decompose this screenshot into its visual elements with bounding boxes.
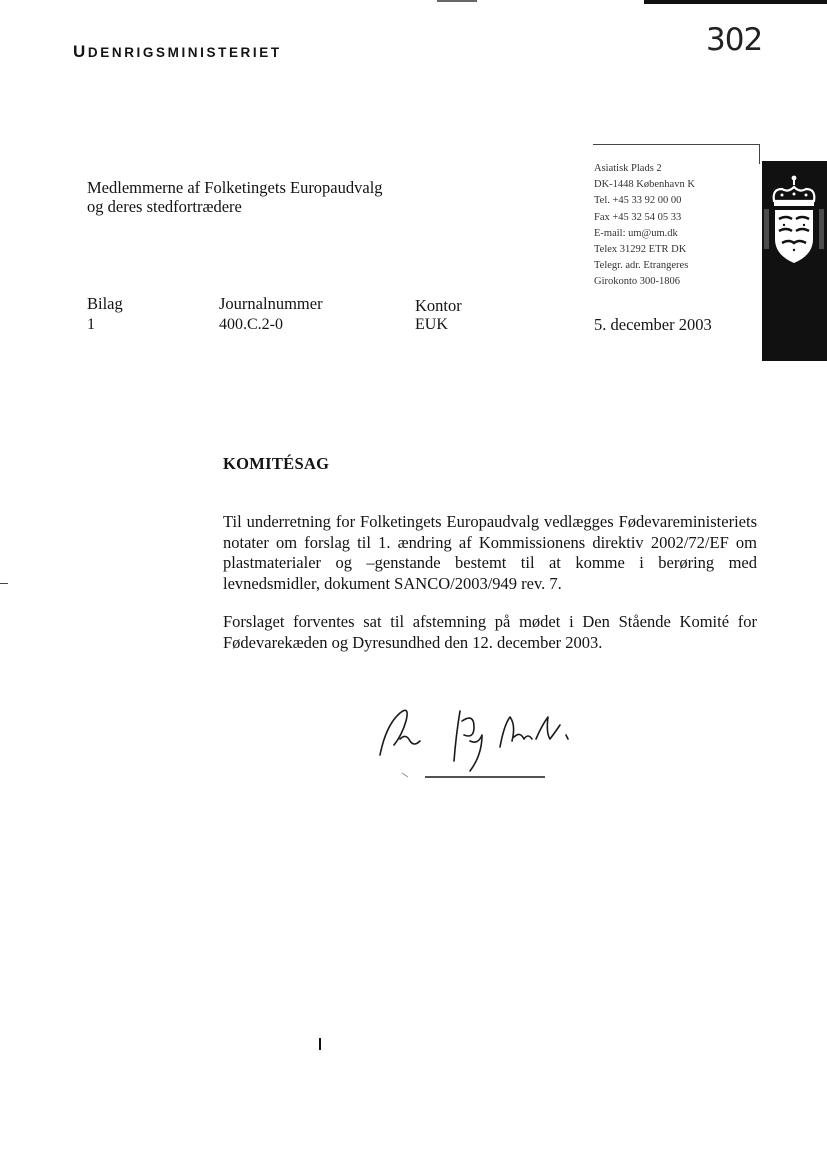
address-line: Asiatisk Plads 2 [594, 163, 662, 174]
letter-date: 5. december 2003 [594, 315, 712, 334]
journal-label: Journalnummer [219, 294, 323, 313]
organization-name: UDENRIGSMINISTERIET [73, 42, 282, 61]
top-edge-mark [644, 0, 827, 4]
royal-crest-icon [762, 161, 827, 361]
address-line: Telegr. adr. Etrangeres [594, 260, 689, 272]
address-block [594, 161, 695, 291]
journal-value: 400.C.2-0 [219, 316, 283, 333]
address-line: E-mail: um@um.dk [594, 227, 678, 239]
address-line: Fax +45 32 54 05 33 [594, 211, 682, 223]
address-rule-vertical [759, 144, 760, 164]
handwritten-signature [370, 695, 590, 795]
kontor-label: Kontor [415, 296, 462, 315]
left-edge-mark [0, 583, 8, 584]
address-line: DK-1448 København K [594, 179, 695, 191]
bilag-value: 1 [87, 316, 95, 333]
address-rule [593, 144, 759, 145]
handwritten-page-number: 302 [706, 22, 763, 58]
top-edge-mark-small [437, 0, 477, 2]
recipient-line: og deres stedfortrædere [87, 197, 242, 216]
body-paragraph: Til underretning for Folketingets Europaudvalg vedlægges Fødevareministeriets notater om forslag til 1. ændring af Kommissionens direktiv 2002/72/EF om plastmaterialer og –genstande bestemt til at komme i berøring med levnedsmidler, dokument SANCO/2003/949 rev. 7. [223, 512, 757, 593]
subject-heading: KOMITÉSAG [223, 454, 330, 473]
address-line: Tel. +45 33 92 00 00 [594, 195, 682, 207]
bilag-label: Bilag [87, 294, 123, 313]
recipient-block [87, 178, 383, 216]
kontor-value: EUK [415, 316, 448, 333]
address-line: Telex 31292 ETR DK [594, 244, 687, 256]
scan-speck [319, 1038, 321, 1050]
body-paragraph: Forslaget forventes sat til afstemning på mødet i Den Stående Komité for Fødevarekæden og Dyresundhed den 12. december 2003. [223, 612, 757, 652]
address-line: Girokonto 300-1806 [594, 276, 681, 288]
recipient-line: Medlemmerne af Folketingets Europaudvalg [87, 178, 383, 197]
